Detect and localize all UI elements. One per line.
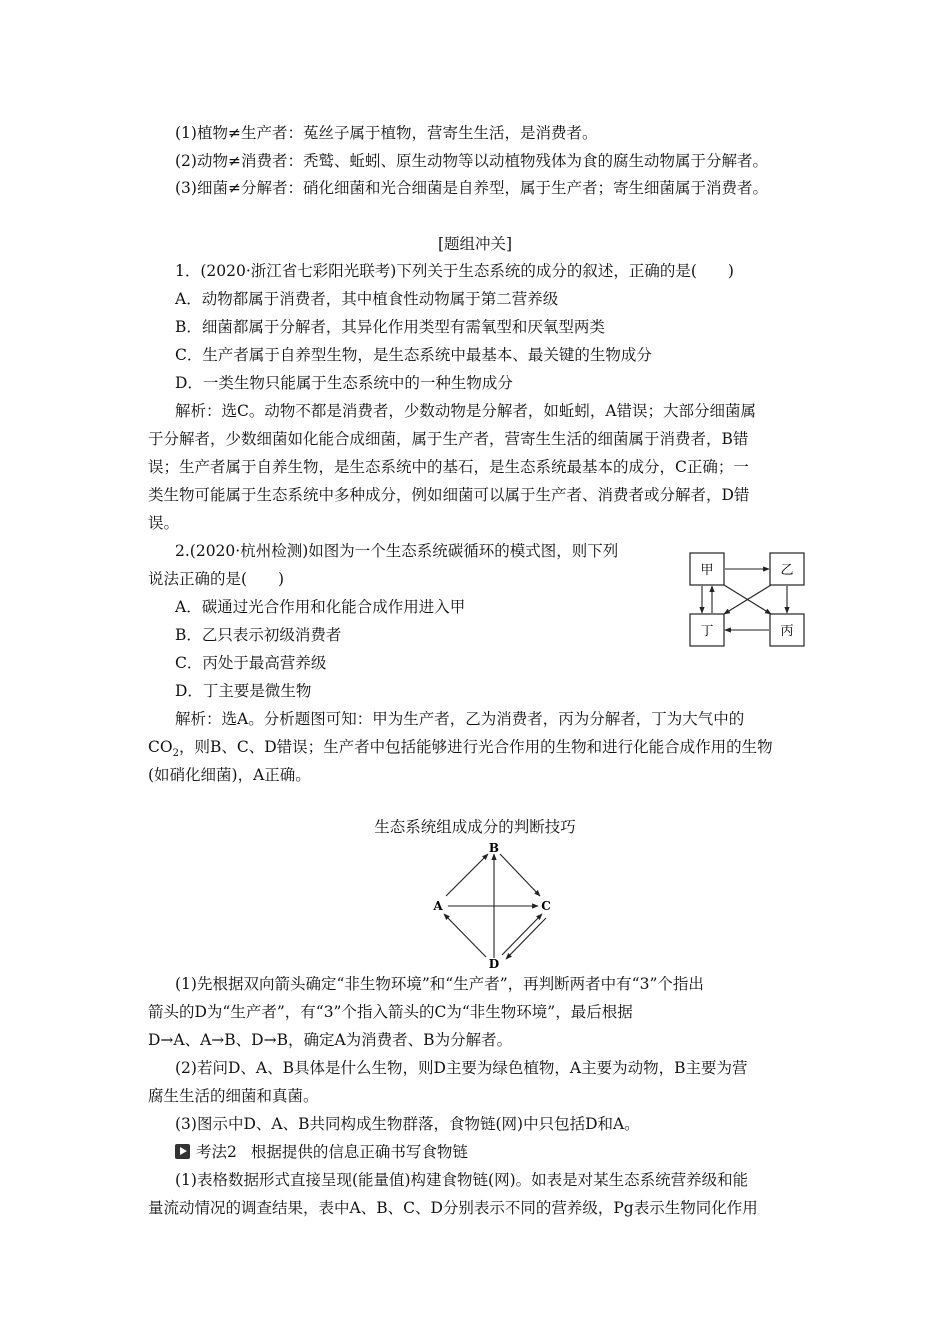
method-title: 根据提供的信息正确书写食物链 bbox=[250, 1143, 468, 1161]
q1-analysis-4: 类生物可能属于生态系统中多种成分，例如细菌可以属于生产者、消费者或分解者，D错 bbox=[148, 486, 750, 504]
play-icon bbox=[175, 1144, 190, 1159]
q2-analysis-1: 解析：选A。分析题图可知：甲为生产者，乙为消费者，丙为分解者，丁为大气中的 bbox=[175, 710, 745, 728]
tip-5: 腐生生活的细菌和真菌。 bbox=[148, 1087, 319, 1105]
q2-stem-2: 说法正确的是( ) bbox=[148, 570, 285, 588]
tips-title: 生态系统组成成分的判断技巧 bbox=[374, 818, 576, 836]
tip-6: (3)图示中D、A、B共同构成生物群落，食物链(网)中只包括D和A。 bbox=[175, 1115, 640, 1133]
label-yi: 乙 bbox=[780, 563, 794, 578]
tip-2: 箭头的D为“生产者”，有“3”个指入箭头的C为“非生物环境”，最后根据 bbox=[148, 1003, 633, 1021]
tip-4: (2)若问D、A、B具体是什么生物，则D主要为绿色植物，A主要为动物，B主要为营 bbox=[175, 1059, 748, 1077]
section-title: [题组冲关] bbox=[437, 235, 513, 253]
q1-analysis-1: 解析：选C。动物不都是消费者，少数动物是分解者，如蚯蚓，A错误；大部分细菌属 bbox=[175, 402, 757, 420]
note-1: (1)植物≠生产者：菟丝子属于植物，营寄生生活，是消费者。 bbox=[175, 124, 598, 142]
q2-stem-1: 2.(2020·杭州检测)如图为一个生态系统碳循环的模式图，则下列 bbox=[175, 542, 619, 560]
label-b: B bbox=[488, 841, 500, 855]
q2-option-b: B．乙只表示初级消费者 bbox=[175, 626, 342, 644]
label-c: C bbox=[541, 899, 551, 913]
label-a: A bbox=[433, 899, 443, 913]
label-bing: 丙 bbox=[780, 624, 794, 639]
carbon-cycle-diagram bbox=[684, 548, 810, 650]
q2-option-d: D．丁主要是微生物 bbox=[175, 682, 312, 700]
tip-1: (1)先根据双向箭头确定“非生物环境”和“生产者”，再判断两者中有“3”个指出 bbox=[175, 975, 704, 993]
label-jia: 甲 bbox=[700, 563, 714, 578]
q2-analysis-2-rest: ，则B、C、D错误；生产者中包括能够进行光合作用的生物和进行化能合成作用的生物 bbox=[178, 738, 773, 756]
q1-analysis-5: 误。 bbox=[148, 514, 180, 532]
q1-option-d: D．一类生物只能属于生态系统中的一种生物成分 bbox=[175, 374, 513, 392]
method-text-2: 量流动情况的调查结果，表中A、B、C、D分别表示不同的营养级，Pg表示生物同化作用 bbox=[148, 1199, 758, 1217]
q2-option-a: A．碳通过光合作用和化能合成作用进入甲 bbox=[175, 598, 466, 616]
tip-3: D→A、A→B、D→B，确定A为消费者、B为分解者。 bbox=[148, 1031, 513, 1049]
q2-analysis-3: (如硝化细菌)，A正确。 bbox=[148, 766, 311, 784]
co2-text: CO bbox=[148, 738, 173, 756]
q1-stem: 1．(2020·浙江省七彩阳光联考)下列关于生态系统的成分的叙述，正确的是( ) bbox=[175, 262, 734, 280]
q1-option-a: A．动物都属于消费者，其中植食性动物属于第二营养级 bbox=[175, 290, 559, 308]
co2-subscript: 2 bbox=[172, 748, 179, 760]
q1-option-c: C．生产者属于自养型生物，是生态系统中最基本、最关键的生物成分 bbox=[175, 346, 652, 364]
note-3: (3)细菌≠分解者：硝化细菌和光合细菌是自养型，属于生产者；寄生细菌属于消费者。 bbox=[175, 179, 768, 197]
q1-analysis-3: 误；生产者属于自养生物，是生态系统中的基石，是生态系统最基本的成分，C正确；一 bbox=[148, 458, 749, 476]
q1-option-b: B．细菌都属于分解者，其异化作用类型有需氧型和厌氧型两类 bbox=[175, 318, 605, 336]
method-heading bbox=[175, 1141, 468, 1163]
method-label: 考法2 bbox=[196, 1143, 237, 1161]
method-text-1: (1)表格数据形式直接呈现(能量值)构建食物链(网)。如表是对某生态系统营养级和能 bbox=[175, 1171, 749, 1189]
label-d: D bbox=[488, 957, 500, 971]
q2-analysis-2 bbox=[148, 736, 773, 765]
q1-analysis-2: 于分解者，少数细菌如化能合成细菌，属于生产者，营寄生生活的细菌属于消费者，B错 bbox=[148, 430, 749, 448]
component-diagram bbox=[428, 840, 558, 972]
note-2: (2)动物≠消费者：秃鹫、蚯蚓、原生动物等以动植物残体为食的腐生动物属于分解者。 bbox=[175, 152, 768, 170]
q2-option-c: C．丙处于最高营养级 bbox=[175, 654, 327, 672]
label-ding: 丁 bbox=[700, 624, 714, 639]
